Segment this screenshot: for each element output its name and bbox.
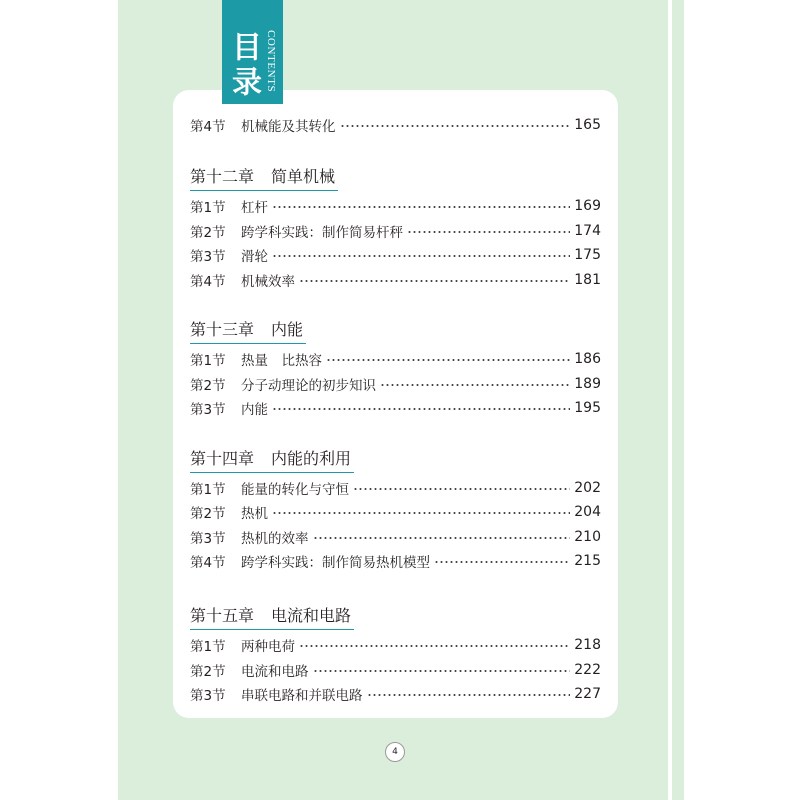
page-number: 181 — [574, 271, 601, 288]
page-number: 189 — [574, 375, 601, 392]
section-label: 第1节 — [190, 200, 226, 217]
chapter-label: 第十五章 — [190, 606, 255, 625]
contents-subtitle: CONTENTS — [265, 30, 277, 93]
dot-leader — [272, 254, 570, 258]
chapter-heading — [190, 604, 354, 630]
page-number: 210 — [574, 528, 601, 545]
page-edge-strip — [672, 0, 684, 800]
section-title: 热量 比热容 — [241, 353, 322, 370]
section-title: 跨学科实践：制作简易杆秤 — [241, 224, 403, 241]
dot-leader — [299, 279, 570, 283]
toc-section-row — [190, 396, 601, 421]
chapter-heading — [190, 165, 338, 191]
section-title: 两种电荷 — [241, 639, 295, 656]
section-label: 第2节 — [190, 663, 226, 680]
section-title: 热机 — [241, 506, 268, 523]
section-label: 第4节 — [190, 273, 226, 290]
dot-leader — [272, 511, 570, 515]
section-label: 第3节 — [190, 402, 226, 419]
toc-section-row — [190, 525, 601, 550]
page-number: 204 — [574, 504, 601, 521]
toc-section-row — [190, 194, 601, 219]
section-list — [190, 476, 601, 574]
dot-leader — [367, 693, 571, 697]
section-list — [190, 633, 601, 707]
section-label: 第1节 — [190, 353, 226, 370]
section-title: 机械能及其转化 — [241, 119, 336, 136]
page-number: 215 — [574, 553, 601, 570]
dot-leader — [299, 644, 570, 648]
section-title: 电流和电路 — [241, 663, 309, 680]
section-label: 第3节 — [190, 249, 226, 266]
section-list — [190, 347, 601, 421]
page-number: 222 — [574, 661, 601, 678]
toc-section-row — [190, 633, 601, 658]
page-number: 195 — [574, 400, 601, 417]
contents-title: 目录 — [226, 31, 261, 101]
section-list — [190, 113, 601, 138]
chapter-label: 第十四章 — [190, 448, 255, 468]
section-label: 第1节 — [190, 481, 226, 498]
toc-group — [190, 447, 601, 574]
page-number: 202 — [574, 479, 601, 496]
section-title: 串联电路和并联电路 — [241, 688, 363, 705]
dot-leader — [407, 230, 570, 234]
section-title: 内能 — [241, 402, 268, 419]
toc-section-row — [190, 500, 601, 525]
chapter-title: 内能 — [271, 320, 304, 339]
section-label: 第3节 — [190, 530, 226, 547]
chapter-heading — [190, 318, 306, 344]
toc-section-row — [190, 347, 601, 372]
contents-label-box — [222, 0, 283, 104]
dot-leader — [313, 669, 571, 673]
toc-section-row — [190, 219, 601, 244]
section-label: 第3节 — [190, 688, 226, 705]
dot-leader — [434, 560, 570, 564]
chapter-label: 第十三章 — [190, 320, 255, 339]
dot-leader — [272, 205, 570, 209]
page-number: 169 — [574, 198, 601, 215]
section-title: 滑轮 — [241, 249, 268, 266]
section-title: 杠杆 — [241, 200, 268, 217]
toc-group — [190, 604, 601, 707]
toc-section-row — [190, 658, 601, 683]
page-number: 165 — [574, 117, 601, 134]
chapter-heading — [190, 447, 354, 473]
page-number: 186 — [574, 351, 601, 368]
chapter-title: 内能的利用 — [271, 448, 352, 468]
dot-leader — [272, 407, 570, 411]
section-title: 热机的效率 — [241, 530, 309, 547]
dot-leader — [313, 536, 571, 540]
toc-section-row — [190, 549, 601, 574]
section-title: 分子动理论的初步知识 — [241, 377, 376, 394]
section-label: 第2节 — [190, 224, 226, 241]
folio-page-number: 4 — [385, 742, 405, 762]
toc-section-row — [190, 372, 601, 397]
section-label: 第4节 — [190, 555, 226, 572]
toc-group — [190, 165, 601, 292]
chapter-title: 简单机械 — [271, 167, 336, 186]
toc-section-row — [190, 682, 601, 707]
chapter-label: 第十二章 — [190, 167, 255, 186]
section-label: 第2节 — [190, 506, 226, 523]
page-number: 174 — [574, 222, 601, 239]
section-list — [190, 194, 601, 292]
toc-section-row — [190, 268, 601, 293]
toc-group — [190, 318, 601, 421]
page-number: 227 — [574, 686, 601, 703]
dot-leader — [326, 358, 570, 362]
dot-leader — [340, 124, 571, 128]
section-label: 第2节 — [190, 377, 226, 394]
page-number: 218 — [574, 637, 601, 654]
toc-section-row — [190, 476, 601, 501]
chapter-title: 电流和电路 — [271, 606, 352, 625]
toc-section-row — [190, 113, 601, 138]
section-label: 第1节 — [190, 639, 226, 656]
section-label: 第4节 — [190, 119, 226, 136]
toc-card — [173, 90, 618, 718]
section-title: 机械效率 — [241, 273, 295, 290]
toc-section-row — [190, 243, 601, 268]
dot-leader — [380, 383, 570, 387]
page-number: 175 — [574, 247, 601, 264]
toc-group — [190, 113, 601, 138]
section-title: 跨学科实践：制作简易热机模型 — [241, 555, 430, 572]
section-title: 能量的转化与守恒 — [241, 481, 349, 498]
dot-leader — [353, 487, 570, 491]
